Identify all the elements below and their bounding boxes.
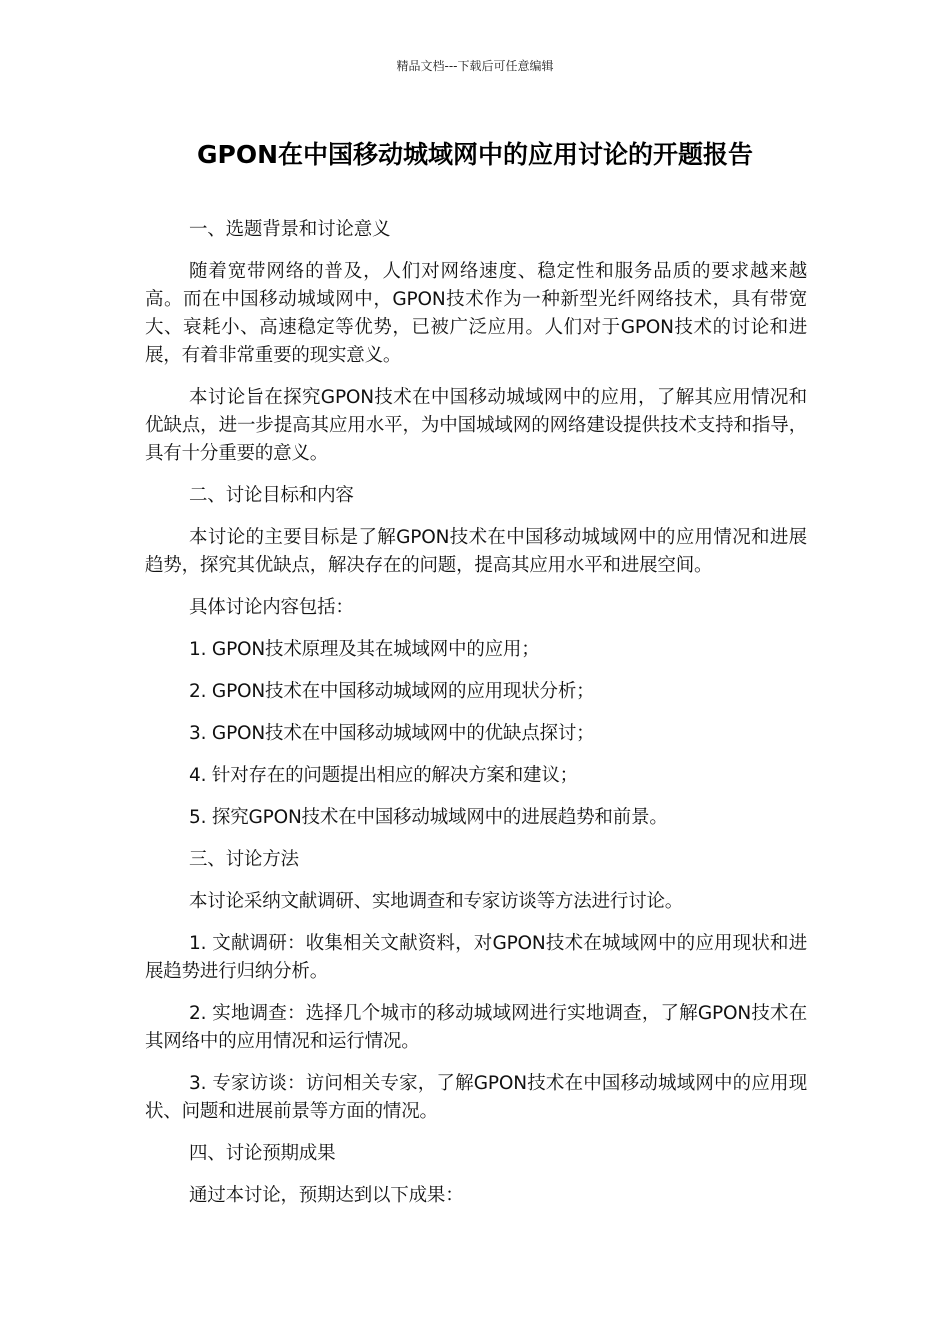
content-list-item: 5. 探究GPON技术在中国移动城域网中的进展趋势和前景。 <box>189 807 668 828</box>
section-heading-methods: 三、讨论方法 <box>189 849 299 870</box>
method-item: 1. 文献调研：收集相关文献资料，对GPON技术在城域网中的应用现状和进展趋势进行归纳分析。 <box>145 933 807 982</box>
section-heading-background: 一、选题背景和讨论意义 <box>189 219 391 240</box>
page-header-note: 精品文档---下载后可任意编辑 <box>396 59 554 73</box>
content-list-item: 4. 针对存在的问题提出相应的解决方案和建议； <box>189 765 578 786</box>
background-paragraph-2: 本讨论旨在探究GPON技术在中国移动城域网中的应用，了解其应用情况和优缺点，进一步提高其应用水平，为中国城域网的网络建设提供技术支持和指导，具有十分重要的意义。 <box>145 387 807 464</box>
method-item: 2. 实地调查：选择几个城市的移动城域网进行实地调查，了解GPON技术在其网络中的应用情况和运行情况。 <box>145 1003 807 1052</box>
document-title: GPON在中国移动城域网中的应用讨论的开题报告 <box>196 140 754 169</box>
content-list-intro: 具体讨论内容包括： <box>189 597 354 618</box>
method-item: 3. 专家访谈：访问相关专家，了解GPON技术在中国移动城域网中的应用现状、问题和进展前景等方面的情况。 <box>145 1073 807 1122</box>
content-list-item: 3. GPON技术在中国移动城域网中的优缺点探讨； <box>189 723 595 744</box>
methods-paragraph: 本讨论采纳文献调研、实地调查和专家访谈等方法进行讨论。 <box>189 891 684 912</box>
content-list-item: 1. GPON技术原理及其在城域网中的应用； <box>189 639 540 660</box>
content-list-item: 2. GPON技术在中国移动城域网的应用现状分析； <box>189 681 595 702</box>
outcomes-paragraph: 通过本讨论，预期达到以下成果： <box>189 1185 464 1206</box>
section-heading-goals: 二、讨论目标和内容 <box>189 485 354 506</box>
document-body <box>145 216 807 1224</box>
background-paragraph-1: 随着宽带网络的普及，人们对网络速度、稳定性和服务品质的要求越来越高。而在中国移动城域网中，GPON技术作为一种新型光纤网络技术，具有带宽大、衰耗小、高速稳定等优势，已被广泛应用。人们对于GPON技术的讨论和进展，有着非常重要的现实意义。 <box>145 261 807 366</box>
goals-paragraph: 本讨论的主要目标是了解GPON技术在中国移动城域网中的应用情况和进展趋势，探究其优缺点，解决存在的问题，提高其应用水平和进展空间。 <box>145 527 807 576</box>
section-heading-outcomes: 四、讨论预期成果 <box>189 1143 336 1164</box>
